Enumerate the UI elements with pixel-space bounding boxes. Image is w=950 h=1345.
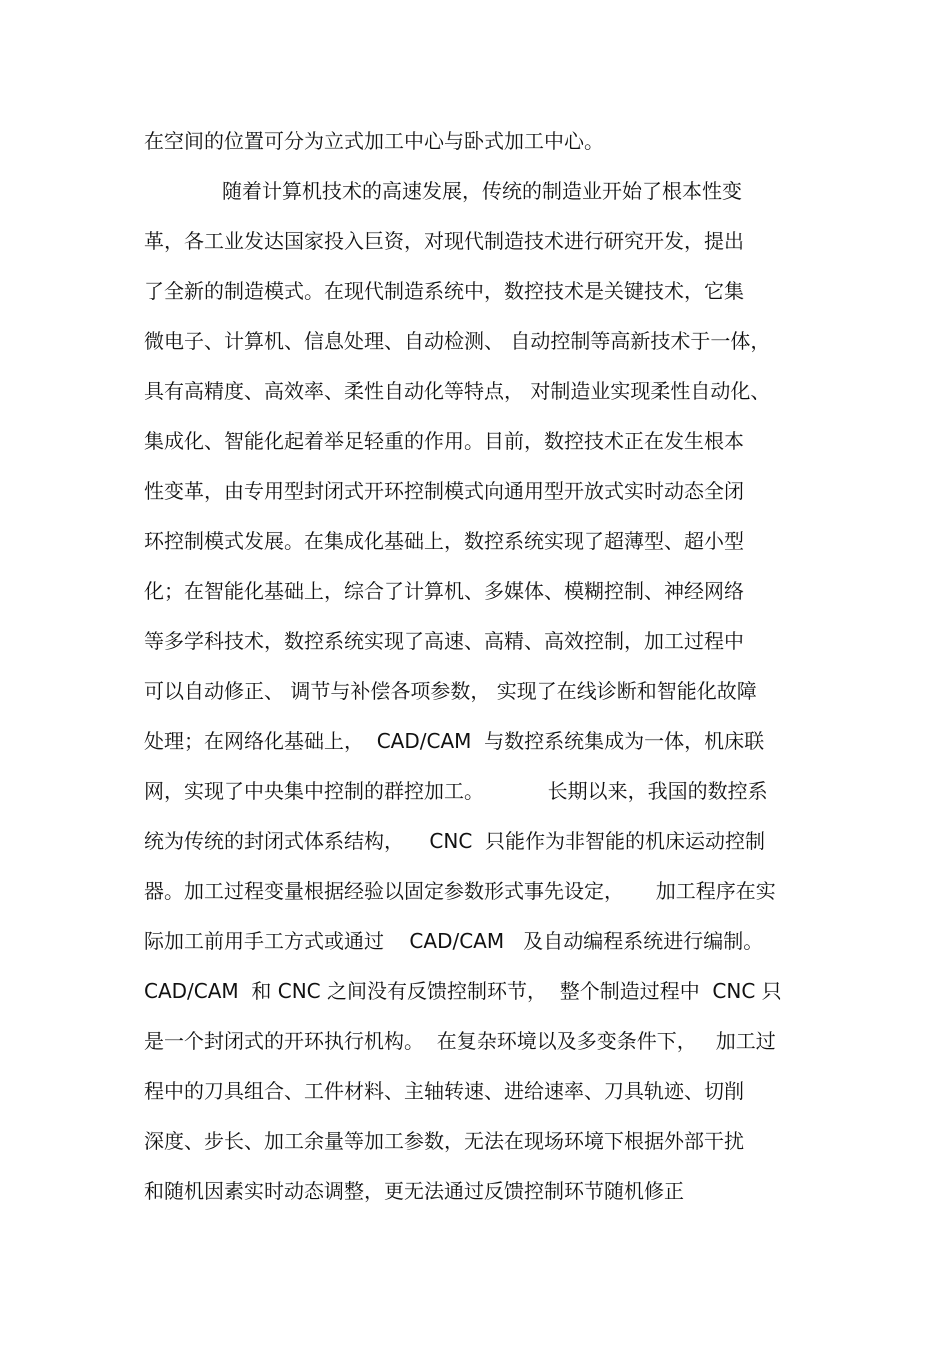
text-line-14: 网，实现了中央集中控制的群控加工。 长期以来，我国的数控系 (144, 779, 768, 803)
text-line-19: 是一个封闭式的开环执行机构。 在复杂环境以及多变条件下， 加工过 (144, 1029, 776, 1053)
text-line-3: 革，各工业发达国家投入巨资，对现代制造技术进行研究开发，提出 (144, 229, 744, 253)
text-line-11: 等多学科技术，数控系统实现了高速、高精、高效控制，加工过程中 (144, 629, 744, 653)
text-line-13: 处理；在网络化基础上， CAD/CAM 与数控系统集成为一体，机床联 (144, 729, 765, 753)
text-line-4: 了全新的制造模式。在现代制造系统中，数控技术是关键技术，它集 (144, 279, 744, 303)
text-line-1: 在空间的位置可分为立式加工中心与卧式加工中心。 (144, 129, 604, 153)
text-line-20: 程中的刀具组合、工件材料、主轴转速、进给速率、刀具轨迹、切削 (144, 1079, 744, 1103)
text-line-15: 统为传统的封闭式体系结构， CNC 只能作为非智能的机床运动控制 (144, 829, 766, 853)
text-line-16: 器。加工过程变量根据经验以固定参数形式事先设定， 加工程序在实 (144, 879, 776, 903)
text-line-22: 和随机因素实时动态调整，更无法通过反馈控制环节随机修正 (144, 1179, 684, 1203)
text-line-21: 深度、步长、加工余量等加工参数，无法在现场环境下根据外部干扰 (144, 1129, 744, 1153)
text-line-8: 性变革，由专用型封闭式开环控制模式向通用型开放式实时动态全闭 (144, 479, 744, 503)
text-line-10: 化；在智能化基础上，综合了计算机、多媒体、模糊控制、神经网络 (144, 579, 744, 603)
text-line-6: 具有高精度、高效率、柔性自动化等特点， 对制造业实现柔性自动化、 (144, 379, 771, 403)
text-line-18: CAD/CAM 和 CNC 之间没有反馈控制环节， 整个制造过程中 CNC 只 (144, 979, 782, 1003)
text-line-5: 微电子、计算机、信息处理、自动检测、 自动控制等高新技术于一体， (144, 329, 771, 353)
text-line-17: 际加工前用手工方式或通过 CAD/CAM 及自动编程系统进行编制。 (144, 929, 764, 953)
text-line-2: 随着计算机技术的高速发展，传统的制造业开始了根本性变 (222, 179, 742, 203)
text-line-7: 集成化、智能化起着举足轻重的作用。目前，数控技术正在发生根本 (144, 429, 744, 453)
text-line-12: 可以自动修正、 调节与补偿各项参数， 实现了在线诊断和智能化故障 (144, 679, 757, 703)
text-line-9: 环控制模式发展。在集成化基础上，数控系统实现了超薄型、超小型 (144, 529, 744, 553)
